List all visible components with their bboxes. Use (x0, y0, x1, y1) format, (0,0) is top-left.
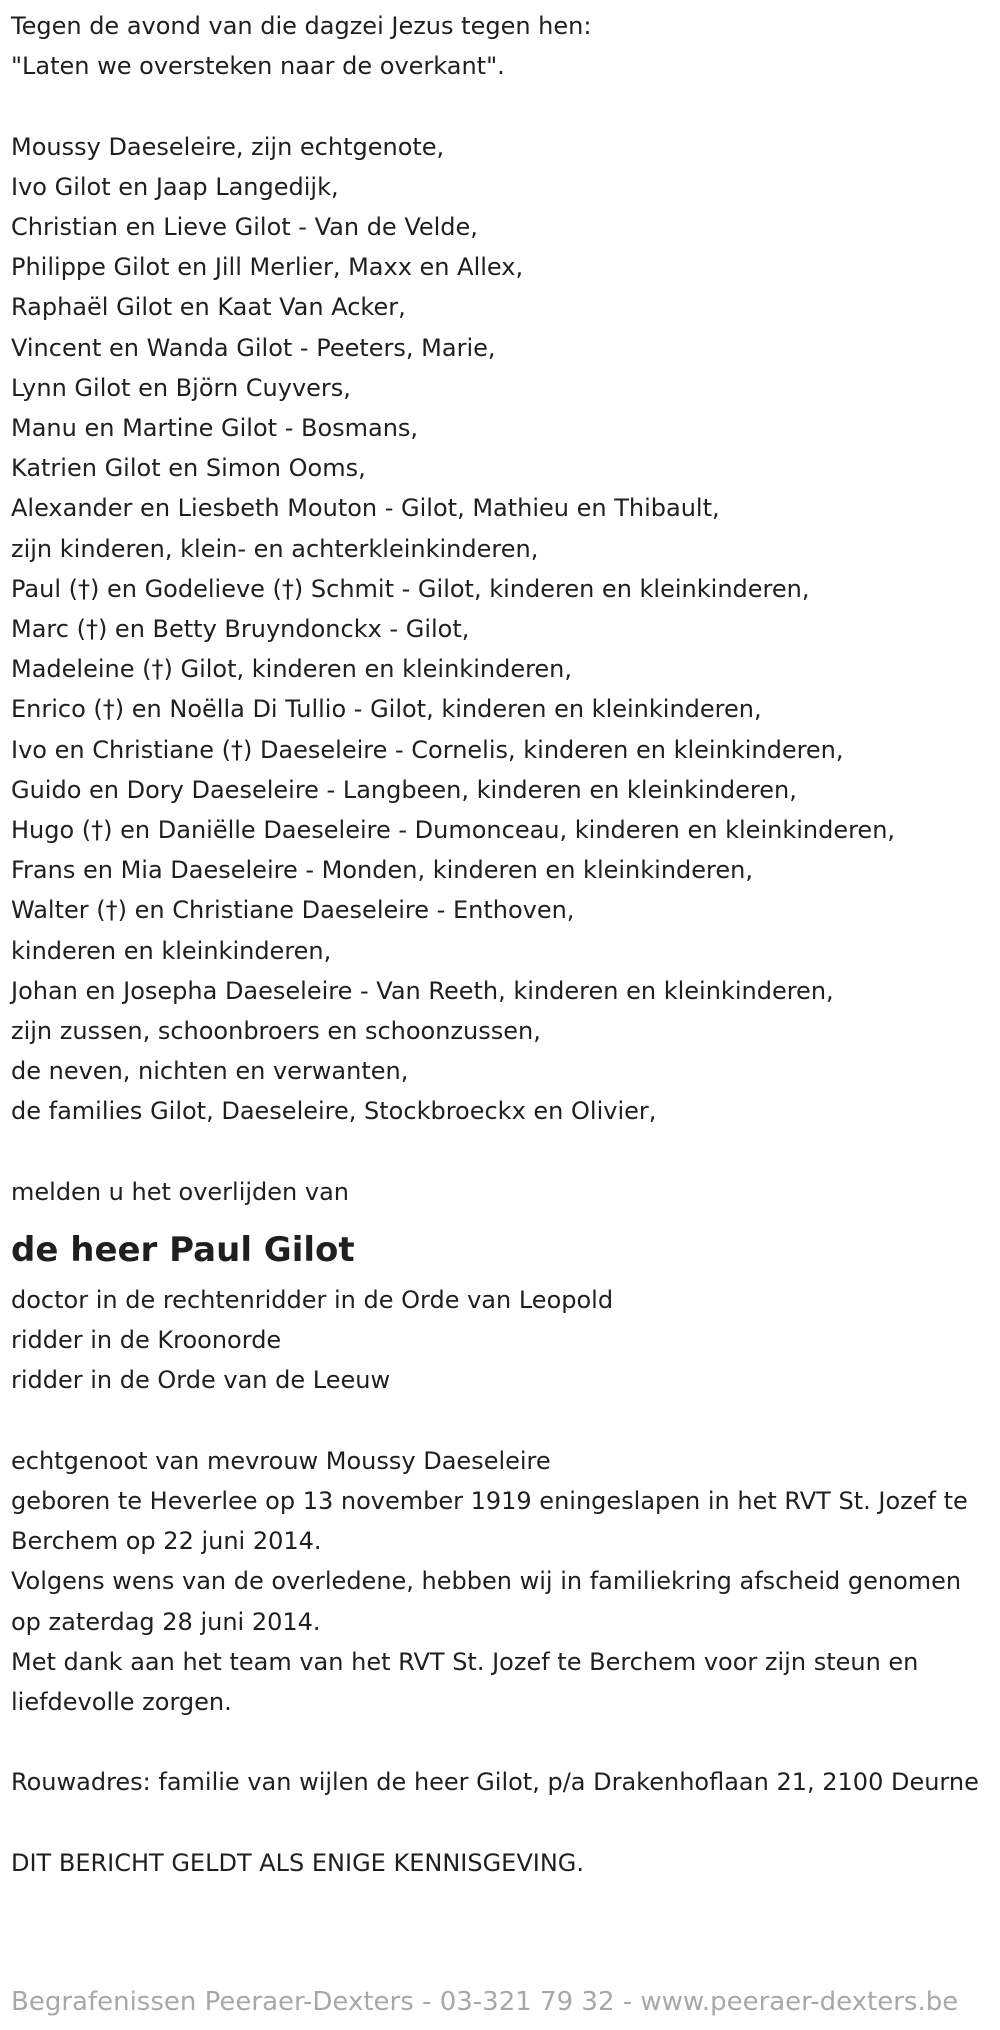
title-line: ridder in de Kroonorde (11, 1326, 282, 1355)
family-line: Christian en Lieve Gilot - Van de Velde, (11, 213, 478, 241)
spacer (11, 1803, 996, 1843)
family-line: de neven, nichten en verwanten, (11, 1057, 409, 1086)
family-line: Guido en Dory Daeseleire - Langbeen, kinderen en kleinkinderen, (11, 775, 797, 804)
family-line: Vincent en Wanda Gilot - Peeters, Marie, (11, 333, 496, 362)
family-line: Manu en Martine Gilot - Bosmans, (11, 414, 419, 443)
birth-death-text: geboren te Heverlee op 13 november 1919 eningeslapen in het RVT St. Jozef te Berchem op 22 juni 2014. (11, 1487, 968, 1556)
family-line: Walter (†) en Christiane Daeseleire - Enthoven, (11, 896, 575, 925)
family-line: Hugo (†) en Daniëlle Daeseleire - Dumonceau, kinderen en kleinkinderen, (11, 816, 896, 845)
obituary-notice (11, 6, 996, 1883)
family-line: de families Gilot, Daeseleire, Stockbroeckx en Olivier, (11, 1097, 657, 1126)
intro-quote (11, 6, 996, 86)
title-line: ridder in de Orde van de Leeuw (11, 1366, 391, 1395)
family-line: Katrien Gilot en Simon Ooms, (11, 454, 366, 483)
deceased-titles (11, 1280, 996, 1401)
spouse-line: echtgenoot van mevrouw Moussy Daeseleire (11, 1446, 551, 1475)
spacer (11, 86, 996, 126)
mourning-address: Rouwadres: familie van wijlen de heer Gilot, p/a Drakenhoflaan 21, 2100 Deurne (11, 1768, 979, 1797)
spacer (11, 1722, 996, 1762)
spacer (11, 1132, 996, 1172)
family-line: Paul (†) en Godelieve (†) Schmit - Gilot, kinderen en kleinkinderen, (11, 574, 810, 603)
family-line: Madeleine (†) Gilot, kinderen en kleinkinderen, (11, 655, 573, 684)
family-line: Raphaël Gilot en Kaat Van Acker, (11, 293, 406, 322)
family-line: Marc (†) en Betty Bruyndonckx - Gilot, (11, 615, 470, 644)
details-block (11, 1441, 996, 1722)
spacer (11, 1401, 996, 1441)
intro-line: Tegen de avond van die dagzei Jezus tegen hen: (11, 12, 592, 40)
family-line: Philippe Gilot en Jill Merlier, Maxx en Allex, (11, 253, 524, 282)
family-line: Johan en Josepha Daeseleire - Van Reeth, kinderen en kleinkinderen, (11, 976, 834, 1005)
family-line: Enrico (†) en Noëlla Di Tullio - Gilot, kinderen en kleinkinderen, (11, 695, 762, 724)
family-line: zijn kinderen, klein- en achterkleinkinderen, (11, 534, 539, 563)
family-line: kinderen en kleinkinderen, (11, 936, 332, 965)
announcement-text: melden u het overlijden van (11, 1177, 349, 1206)
notice-text: DIT BERICHT GELDT ALS ENIGE KENNISGEVING. (11, 1848, 585, 1877)
farewell-text: Volgens wens van de overledene, hebben wij in familiekring afscheid genomen op zaterdag 28 juni 2014. (11, 1567, 962, 1636)
family-line: Ivo Gilot en Jaap Langedijk, (11, 172, 339, 201)
family-line: Moussy Daeseleire, zijn echtgenote, (11, 132, 445, 161)
title-line: doctor in de rechtenridder in de Orde van Leopold (11, 1286, 614, 1315)
family-line: Ivo en Christiane (†) Daeseleire - Cornelis, kinderen en kleinkinderen, (11, 735, 844, 764)
family-line: Lynn Gilot en Björn Cuyvers, (11, 373, 351, 402)
deceased-name: de heer Paul Gilot (11, 1230, 355, 1271)
family-line: Alexander en Liesbeth Mouton - Gilot, Mathieu en Thibault, (11, 494, 720, 523)
family-line: Frans en Mia Daeseleire - Monden, kinderen en kleinkinderen, (11, 856, 753, 885)
funeral-home-footer: Begrafenissen Peeraer-Dexters - 03-321 79 32 - www.peeraer-dexters.be (11, 1987, 959, 2017)
family-line: zijn zussen, schoonbroers en schoonzussen, (11, 1017, 541, 1046)
intro-line: "Laten we oversteken naar de overkant". (11, 52, 505, 81)
thanks-text: Met dank aan het team van het RVT St. Jozef te Berchem voor zijn steun en liefdevolle zorgen. (11, 1647, 919, 1717)
family-list (11, 127, 996, 1132)
